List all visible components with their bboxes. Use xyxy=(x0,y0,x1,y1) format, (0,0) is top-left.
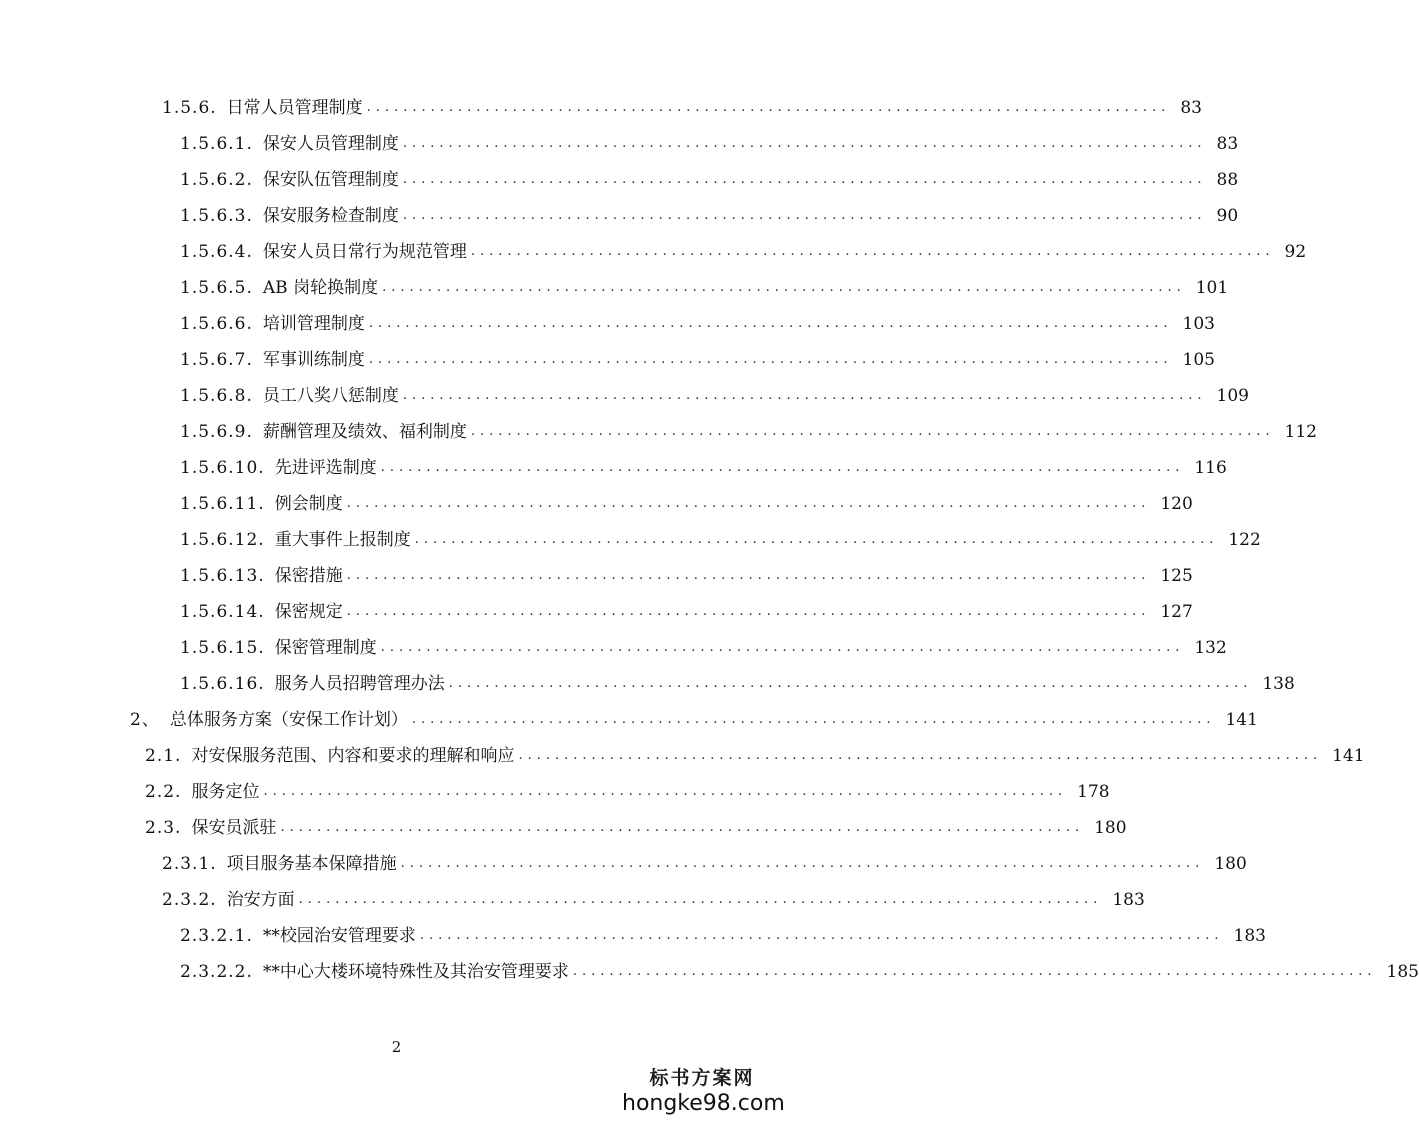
toc-entry-page: 112 xyxy=(1284,422,1317,442)
toc-entry-title: 先进评选制度 xyxy=(274,458,377,478)
toc-entry-title: 日常人员管理制度 xyxy=(226,98,363,118)
toc-entry-number: 1.5.6.6. xyxy=(180,314,253,334)
toc-entry[interactable] xyxy=(130,705,1258,735)
toc-entry-number: 2.1. xyxy=(145,746,182,766)
toc-entry[interactable] xyxy=(180,921,1266,951)
toc-entry[interactable] xyxy=(145,777,1110,807)
toc-entry-number: 1.5.6.1. xyxy=(180,134,253,154)
toc-entry-page: 180 xyxy=(1094,818,1127,838)
toc-entry[interactable] xyxy=(180,129,1239,159)
toc-entry[interactable] xyxy=(145,741,1365,771)
toc-entry-title: 保安服务检查制度 xyxy=(262,206,399,226)
toc-entry-title: 薪酬管理及绩效、福利制度 xyxy=(262,422,467,442)
toc-entry-page: 83 xyxy=(1216,134,1239,154)
toc-entry[interactable] xyxy=(180,561,1193,591)
toc-entry-title: **校园治安管理要求 xyxy=(262,926,416,946)
toc-entry-number: 1.5.6.7. xyxy=(180,350,253,370)
toc-entry-page: 132 xyxy=(1194,638,1227,658)
toc-entry[interactable] xyxy=(180,345,1215,375)
toc-entry-page: 138 xyxy=(1262,674,1295,694)
toc-entry-page: 105 xyxy=(1182,350,1215,370)
toc-entry-page: 83 xyxy=(1180,98,1202,118)
toc-entry-number: 1.5.6.15. xyxy=(180,638,265,658)
toc-entry-title: AB 岗轮换制度 xyxy=(262,278,379,298)
toc-entry-number: 1.5.6. xyxy=(162,98,217,118)
dot-leader: ........................................................................................ xyxy=(382,280,1186,295)
toc-entry[interactable] xyxy=(180,201,1239,231)
toc-entry[interactable] xyxy=(145,813,1127,843)
toc-entry[interactable] xyxy=(180,489,1193,519)
toc-entry-number: 2.3.2. xyxy=(162,890,217,910)
toc-entry-page: 141 xyxy=(1332,746,1365,766)
toc-entry-title: 保安人员管理制度 xyxy=(262,134,399,154)
toc-entry-number: 1.5.6.9. xyxy=(180,422,253,442)
watermark-url: hongke98.com xyxy=(622,1091,785,1116)
toc-entry[interactable] xyxy=(180,237,1307,267)
toc-entry[interactable] xyxy=(180,525,1261,555)
toc-entry-number: 2、 xyxy=(130,710,160,730)
toc-entry-page: 183 xyxy=(1233,926,1266,946)
toc-entry[interactable] xyxy=(162,93,1202,123)
toc-entry-page: 122 xyxy=(1228,530,1261,550)
toc-entry-number: 1.5.6.2. xyxy=(180,170,253,190)
toc-entry-page: 88 xyxy=(1216,170,1239,190)
toc-entry[interactable] xyxy=(180,453,1227,483)
dot-leader: ........................................................................................ xyxy=(298,892,1103,907)
toc-entry-title: 治安方面 xyxy=(226,890,295,910)
dot-leader: ........................................................................................ xyxy=(448,676,1253,691)
toc-entry-page: 92 xyxy=(1284,242,1307,262)
dot-leader: ........................................................................................ xyxy=(280,820,1085,835)
toc-entry[interactable] xyxy=(180,597,1193,627)
dot-leader: ........................................................................................ xyxy=(380,640,1185,655)
toc-entry-title: 保密规定 xyxy=(274,602,343,622)
dot-leader: ........................................................................................ xyxy=(400,856,1205,871)
toc-entry-title: 重大事件上报制度 xyxy=(274,530,411,550)
toc-entry-number: 1.5.6.13. xyxy=(180,566,265,586)
toc-entry-title: 保安人员日常行为规范管理 xyxy=(262,242,467,262)
toc-entry-page: 141 xyxy=(1225,710,1258,730)
toc-entry-title: 服务定位 xyxy=(191,782,260,802)
toc-entry-page: 125 xyxy=(1160,566,1193,586)
dot-leader: ........................................................................................ xyxy=(470,244,1275,259)
dot-leader: ........................................................................................ xyxy=(402,136,1207,151)
toc-entry-title: 军事训练制度 xyxy=(262,350,365,370)
dot-leader: ........................................................................................ xyxy=(366,100,1171,115)
dot-leader: ........................................................................................ xyxy=(470,424,1275,439)
toc-entry-page: 127 xyxy=(1160,602,1193,622)
toc-entry-title: 例会制度 xyxy=(274,494,343,514)
toc-entry-title: 对安保服务范围、内容和要求的理解和响应 xyxy=(191,746,515,766)
toc-entry[interactable] xyxy=(162,885,1145,915)
toc-entry-page: 120 xyxy=(1160,494,1193,514)
toc-entry-title: **中心大楼环境特殊性及其治安管理要求 xyxy=(262,962,569,982)
toc-entry-number: 1.5.6.11. xyxy=(180,494,265,514)
toc-entry-title: 保安员派驻 xyxy=(191,818,277,838)
toc-entry-page: 180 xyxy=(1214,854,1247,874)
toc-entry-number: 1.5.6.12. xyxy=(180,530,265,550)
toc-entry-page: 109 xyxy=(1216,386,1249,406)
dot-leader: ........................................................................................ xyxy=(263,784,1068,799)
toc-entry-number: 1.5.6.16. xyxy=(180,674,265,694)
dot-leader: ........................................................................................ xyxy=(368,316,1173,331)
toc-entry[interactable] xyxy=(180,669,1295,699)
toc-entry-title: 项目服务基本保障措施 xyxy=(226,854,397,874)
toc-entry[interactable] xyxy=(180,417,1317,447)
dot-leader: ........................................................................................ xyxy=(419,928,1224,943)
toc-entry-page: 183 xyxy=(1112,890,1145,910)
toc-entry-page: 90 xyxy=(1216,206,1239,226)
toc-entry-number: 1.5.6.14. xyxy=(180,602,265,622)
toc-entry-number: 1.5.6.3. xyxy=(180,206,253,226)
toc-entry-title: 培训管理制度 xyxy=(262,314,365,334)
dot-leader: ........................................................................................ xyxy=(572,964,1377,979)
toc-entry[interactable] xyxy=(180,633,1227,663)
dot-leader: ........................................................................................ xyxy=(380,460,1185,475)
toc-entry[interactable] xyxy=(180,273,1229,303)
dot-leader: ........................................................................................ xyxy=(414,532,1219,547)
toc-entry-title: 保密管理制度 xyxy=(274,638,377,658)
toc-entry[interactable] xyxy=(180,957,1419,987)
toc-entry-page: 178 xyxy=(1077,782,1110,802)
watermark-logo xyxy=(622,1066,785,1118)
toc-entry-title: 服务人员招聘管理办法 xyxy=(274,674,445,694)
toc-entry-page: 185 xyxy=(1386,962,1419,982)
dot-leader: ........................................................................................ xyxy=(402,172,1207,187)
toc-entry[interactable] xyxy=(180,309,1215,339)
toc-entry-number: 1.5.6.8. xyxy=(180,386,253,406)
dot-leader: ........................................................................................ xyxy=(518,748,1323,763)
toc-entry-number: 2.2. xyxy=(145,782,182,802)
toc-entry-title: 保安队伍管理制度 xyxy=(262,170,399,190)
toc-entry-number: 1.5.6.10. xyxy=(180,458,265,478)
toc-entry-number: 1.5.6.5. xyxy=(180,278,253,298)
watermark-text: 标书方案网 xyxy=(649,1067,755,1089)
toc-entry-title: 总体服务方案（安保工作计划） xyxy=(169,710,408,730)
toc-entry-title: 员工八奖八惩制度 xyxy=(262,386,399,406)
toc-entry-number: 2.3.1. xyxy=(162,854,217,874)
page-number: 2 xyxy=(391,1038,402,1056)
toc-entry-page: 116 xyxy=(1194,458,1227,478)
toc-entry-page: 101 xyxy=(1195,278,1229,298)
toc-entry-number: 2.3.2.2. xyxy=(180,962,253,982)
dot-leader: ........................................................................................ xyxy=(346,496,1151,511)
toc-entry-page: 103 xyxy=(1182,314,1215,334)
dot-leader: ........................................................................................ xyxy=(368,352,1173,367)
toc-entry[interactable] xyxy=(180,381,1249,411)
dot-leader: ........................................................................................ xyxy=(346,568,1151,583)
toc-entry[interactable] xyxy=(180,165,1239,195)
toc-entry-number: 2.3. xyxy=(145,818,182,838)
toc-entry-number: 1.5.6.4. xyxy=(180,242,253,262)
dot-leader: ........................................................................................ xyxy=(346,604,1151,619)
dot-leader: ........................................................................................ xyxy=(411,712,1216,727)
dot-leader: ........................................................................................ xyxy=(402,208,1207,223)
toc-entry-number: 2.3.2.1. xyxy=(180,926,253,946)
toc-entry-title: 保密措施 xyxy=(274,566,343,586)
dot-leader: ........................................................................................ xyxy=(402,388,1207,403)
toc-entry[interactable] xyxy=(162,849,1247,879)
